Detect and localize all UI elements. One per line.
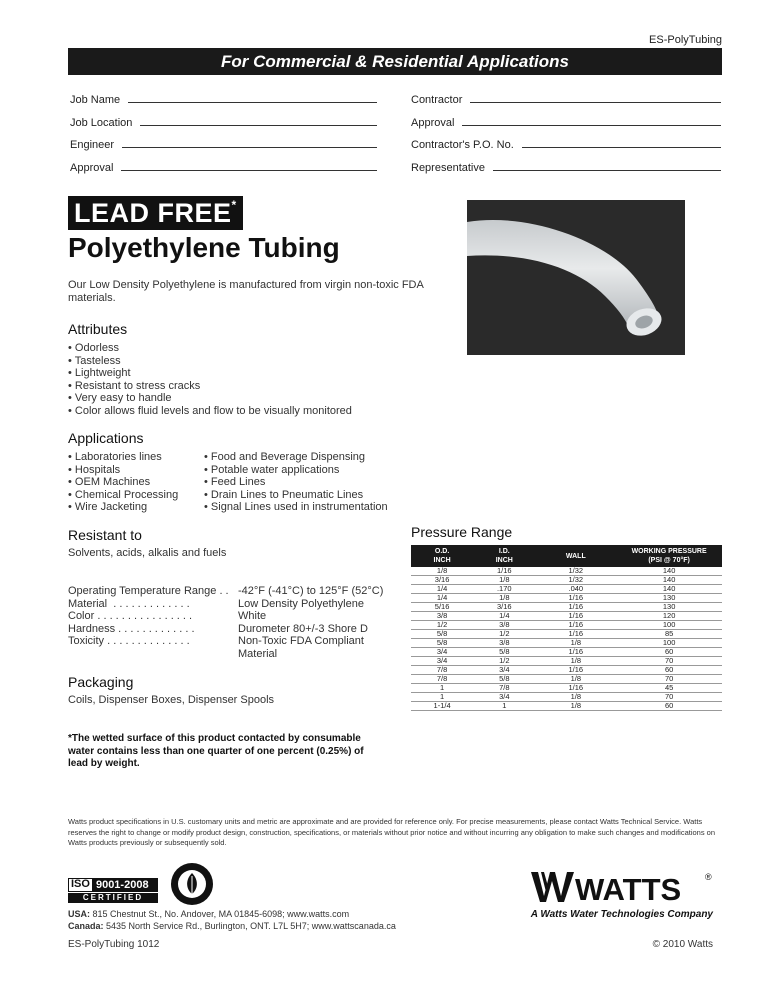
table-row xyxy=(411,621,722,630)
list-item: • Potable water applications xyxy=(204,464,404,477)
lead-free-text: LEAD FREE xyxy=(74,198,232,228)
table-row xyxy=(411,657,722,666)
table-cell: 70 xyxy=(616,657,722,666)
table-row xyxy=(411,675,722,684)
list-item: • Hospitals xyxy=(68,464,203,477)
table-row xyxy=(411,702,722,711)
table-row xyxy=(411,594,722,603)
spec-row xyxy=(68,598,398,611)
table-cell: 60 xyxy=(616,666,722,675)
table-cell: 1/4 xyxy=(473,612,535,621)
table-row xyxy=(411,576,722,585)
spec-row xyxy=(68,635,398,660)
form-label: Job Name xyxy=(70,94,121,106)
table-cell: 1/16 xyxy=(535,684,616,693)
attributes-title: Attributes xyxy=(68,321,128,337)
usgbc-member-seal xyxy=(170,862,214,906)
list-item: • Chemical Processing xyxy=(68,489,203,502)
table-cell: 5/8 xyxy=(473,648,535,657)
spec-value: -42°F (-41°C) to 125°F (52°C) xyxy=(238,585,384,597)
tubing-image xyxy=(467,200,685,355)
footer-copyright: © 2010 Watts xyxy=(652,939,713,950)
table-cell: 60 xyxy=(616,702,722,711)
table-cell: 140 xyxy=(616,576,722,585)
document-code: ES-PolyTubing xyxy=(649,34,722,46)
column-header xyxy=(616,545,722,567)
table-cell: 60 xyxy=(616,648,722,657)
spec-key: Color . . . . . . . . . . . . . . . . xyxy=(68,610,196,623)
table-cell: 1/8 xyxy=(535,675,616,684)
pressure-table-body xyxy=(411,567,722,711)
spec-key: Operating Temperature Range . . xyxy=(68,585,232,597)
table-cell: 1/8 xyxy=(535,657,616,666)
canada-label: Canada: xyxy=(68,921,104,931)
footer-doc-id: ES-PolyTubing 1012 xyxy=(68,939,160,950)
table-cell: 1/2 xyxy=(473,630,535,639)
table-cell: 5/8 xyxy=(411,639,473,648)
header-line: WORKING PRESSURE xyxy=(631,548,707,555)
header-line: INCH xyxy=(433,557,451,564)
form-label: Engineer xyxy=(70,139,115,151)
table-row xyxy=(411,684,722,693)
form-label: Representative xyxy=(411,162,485,174)
table-cell: 120 xyxy=(616,612,722,621)
table-cell: 3/16 xyxy=(411,576,473,585)
table-cell: 1/16 xyxy=(535,630,616,639)
table-cell: 1/32 xyxy=(535,567,616,576)
spec-value: Non-Toxic FDA Compliant Material xyxy=(238,635,364,660)
table-cell: 1/16 xyxy=(535,612,616,621)
form-blank-line xyxy=(140,125,377,126)
table-cell: 1/16 xyxy=(535,648,616,657)
table-row xyxy=(411,585,722,594)
lead-free-asterisk: * xyxy=(231,198,237,212)
spec-key: Toxicity . . . . . . . . . . . . . . xyxy=(68,635,193,648)
table-cell: 70 xyxy=(616,675,722,684)
header-line: I.D. xyxy=(498,548,510,555)
header-line: WALL xyxy=(565,552,586,560)
audience-banner: For Commercial & Residential Applications xyxy=(68,48,722,75)
addresses xyxy=(68,908,396,932)
iso-number: 9001-2008 xyxy=(93,878,158,892)
form-label: Approval xyxy=(411,117,455,129)
attributes-list xyxy=(68,342,448,418)
table-cell: 5/16 xyxy=(411,603,473,612)
form-field-job-name[interactable] xyxy=(70,94,377,106)
form-blank-line xyxy=(470,102,721,103)
table-cell: 1/16 xyxy=(535,603,616,612)
form-blank-line xyxy=(522,147,721,148)
list-item: • Food and Beverage Dispensing xyxy=(204,451,404,464)
header-line: INCH xyxy=(495,557,513,564)
table-cell: .170 xyxy=(473,585,535,594)
form-field-job-location[interactable] xyxy=(70,117,377,129)
product-title: Polyethylene Tubing xyxy=(68,232,340,263)
resistant-text: Solvents, acids, alkalis and fuels xyxy=(68,547,227,559)
disclaimer-text: Watts product specifications in U.S. customary units and metric are approximate and are provided for reference only. For precise measurements, please contact Watts Technical Service. Watts reserves the right to change or modify product design, construction, specifications, or materials without prior notice and without incurring any obligation to make such changes and modifications on Watts products previously or subsequently sold. xyxy=(68,817,716,847)
applications-list-right xyxy=(204,451,404,514)
canada-address: 5435 North Service Rd., Burlington, ONT. L7L 5H7; www.wattscanada.ca xyxy=(106,921,396,931)
table-cell: 3/4 xyxy=(411,648,473,657)
form-field-approval[interactable] xyxy=(70,162,377,174)
lead-footnote: *The wetted surface of this product contacted by consumable water contains less than one quarter of one percent (0.25%) of lead by weight. xyxy=(68,733,364,769)
table-cell: 3/8 xyxy=(411,612,473,621)
table-cell: 7/8 xyxy=(411,675,473,684)
table-cell: 3/8 xyxy=(473,639,535,648)
table-cell: 1/8 xyxy=(411,567,473,576)
form-field-contractor[interactable] xyxy=(411,94,721,106)
form-field-approval-right[interactable] xyxy=(411,117,721,129)
table-row xyxy=(411,567,722,576)
product-intro: Our Low Density Polyethylene is manufactured from virgin non-toxic FDA materials. xyxy=(68,279,424,304)
table-cell: 45 xyxy=(616,684,722,693)
form-blank-line xyxy=(493,170,721,171)
iso-certification-badge xyxy=(68,878,158,903)
column-header xyxy=(473,545,535,567)
list-item: • Wire Jacketing xyxy=(68,501,203,514)
brand-tagline: A Watts Water Technologies Company xyxy=(530,909,713,920)
list-item: • Lightweight xyxy=(68,367,448,380)
table-cell: 3/8 xyxy=(473,621,535,630)
table-cell: 140 xyxy=(616,567,722,576)
table-cell: 3/4 xyxy=(411,657,473,666)
spec-key: Material . . . . . . . . . . . . . xyxy=(68,597,193,610)
table-cell: 100 xyxy=(616,639,722,648)
pressure-range-table xyxy=(411,545,722,711)
table-cell: 1/8 xyxy=(473,594,535,603)
table-cell: 1/16 xyxy=(473,567,535,576)
form-blank-line xyxy=(121,170,377,171)
form-field-engineer[interactable] xyxy=(70,139,377,151)
table-row xyxy=(411,612,722,621)
list-item: • Tasteless xyxy=(68,355,448,368)
table-cell: 1/8 xyxy=(473,576,535,585)
header-line: (PSI @ 70°F) xyxy=(648,557,690,564)
table-cell: 140 xyxy=(616,585,722,594)
spec-value: White xyxy=(238,610,267,623)
list-item: • OEM Machines xyxy=(68,476,203,489)
table-cell: 1/16 xyxy=(535,621,616,630)
table-cell: 1/8 xyxy=(535,702,616,711)
form-label: Contractor xyxy=(411,94,463,106)
table-cell: 1/2 xyxy=(473,657,535,666)
lead-free-badge xyxy=(68,196,243,230)
usa-address: 815 Chestnut St., No. Andover, MA 01845-6098; www.watts.com xyxy=(92,909,350,919)
table-row xyxy=(411,639,722,648)
table-cell: 130 xyxy=(616,603,722,612)
svg-text:®: ® xyxy=(705,872,712,882)
iso-certified: CERTIFIED xyxy=(68,893,158,903)
table-cell: 70 xyxy=(616,693,722,702)
table-cell: 7/8 xyxy=(473,684,535,693)
pressure-range-title: Pressure Range xyxy=(411,524,513,540)
list-item: • Drain Lines to Pneumatic Lines xyxy=(204,489,404,502)
table-cell: 1/16 xyxy=(535,594,616,603)
table-header-row xyxy=(411,545,722,567)
header-line: O.D. xyxy=(434,548,450,555)
table-row xyxy=(411,666,722,675)
table-cell: 1/8 xyxy=(535,639,616,648)
usa-address-line xyxy=(68,908,396,920)
table-cell: 1/4 xyxy=(411,585,473,594)
form-label: Job Location xyxy=(70,117,133,129)
list-item: • Color allows fluid levels and flow to be visually monitored xyxy=(68,405,448,418)
iso-top xyxy=(68,878,158,892)
product-photo xyxy=(467,200,685,355)
spec-value: Durometer 80+/-3 Shore D xyxy=(238,622,368,635)
usa-label: USA: xyxy=(68,909,90,919)
form-label: Contractor's P.O. No. xyxy=(411,139,514,151)
list-item: • Very easy to handle xyxy=(68,392,448,405)
list-item: • Odorless xyxy=(68,342,448,355)
list-item: • Signal Lines used in instrumentation xyxy=(204,501,404,514)
table-row xyxy=(411,648,722,657)
table-cell: .040 xyxy=(535,585,616,594)
table-cell: 1/16 xyxy=(535,666,616,675)
form-field-representative[interactable] xyxy=(411,162,721,174)
canada-address-line xyxy=(68,920,396,932)
spec-value: Low Density Polyethylene xyxy=(238,597,364,610)
table-row xyxy=(411,693,722,702)
table-cell: 85 xyxy=(616,630,722,639)
form-label: Approval xyxy=(70,162,114,174)
usgbc-seal-icon xyxy=(170,862,214,906)
applications-list-left xyxy=(68,451,203,514)
form-field-contractor-po[interactable] xyxy=(411,139,721,151)
list-item: • Resistant to stress cracks xyxy=(68,380,448,393)
packaging-title: Packaging xyxy=(68,674,134,690)
table-cell: 1/2 xyxy=(411,621,473,630)
packaging-text: Coils, Dispenser Boxes, Dispenser Spools xyxy=(68,694,275,706)
form-blank-line xyxy=(122,147,377,148)
table-cell: 7/8 xyxy=(411,666,473,675)
table-cell: 1/4 xyxy=(411,594,473,603)
spec-key: Hardness . . . . . . . . . . . . . xyxy=(68,622,198,635)
form-blank-line xyxy=(462,125,721,126)
table-cell: 1 xyxy=(411,684,473,693)
table-row xyxy=(411,603,722,612)
applications-title: Applications xyxy=(68,430,144,446)
table-cell: 1/32 xyxy=(535,576,616,585)
table-cell: 3/4 xyxy=(473,693,535,702)
column-header xyxy=(535,545,616,567)
resistant-title: Resistant to xyxy=(68,527,142,543)
table-cell: 5/8 xyxy=(411,630,473,639)
spec-row xyxy=(68,623,398,636)
iso-label: ISO xyxy=(68,878,93,892)
watts-logo xyxy=(531,870,717,904)
form-blank-line xyxy=(128,102,377,103)
table-cell: 1 xyxy=(473,702,535,711)
table-row xyxy=(411,630,722,639)
spec-row xyxy=(68,585,398,598)
table-cell: 1/8 xyxy=(535,693,616,702)
table-cell: 130 xyxy=(616,594,722,603)
column-header xyxy=(411,545,473,567)
watts-logo-text: WATTS xyxy=(575,872,682,904)
table-cell: 100 xyxy=(616,621,722,630)
table-cell: 3/16 xyxy=(473,603,535,612)
table-cell: 5/8 xyxy=(473,675,535,684)
table-cell: 1-1/4 xyxy=(411,702,473,711)
specifications-list xyxy=(68,585,398,661)
watts-logo-icon xyxy=(531,870,717,904)
table-cell: 1 xyxy=(411,693,473,702)
list-item: • Feed Lines xyxy=(204,476,404,489)
table-cell: 3/4 xyxy=(473,666,535,675)
list-item: • Laboratories lines xyxy=(68,451,203,464)
spec-row xyxy=(68,610,398,623)
